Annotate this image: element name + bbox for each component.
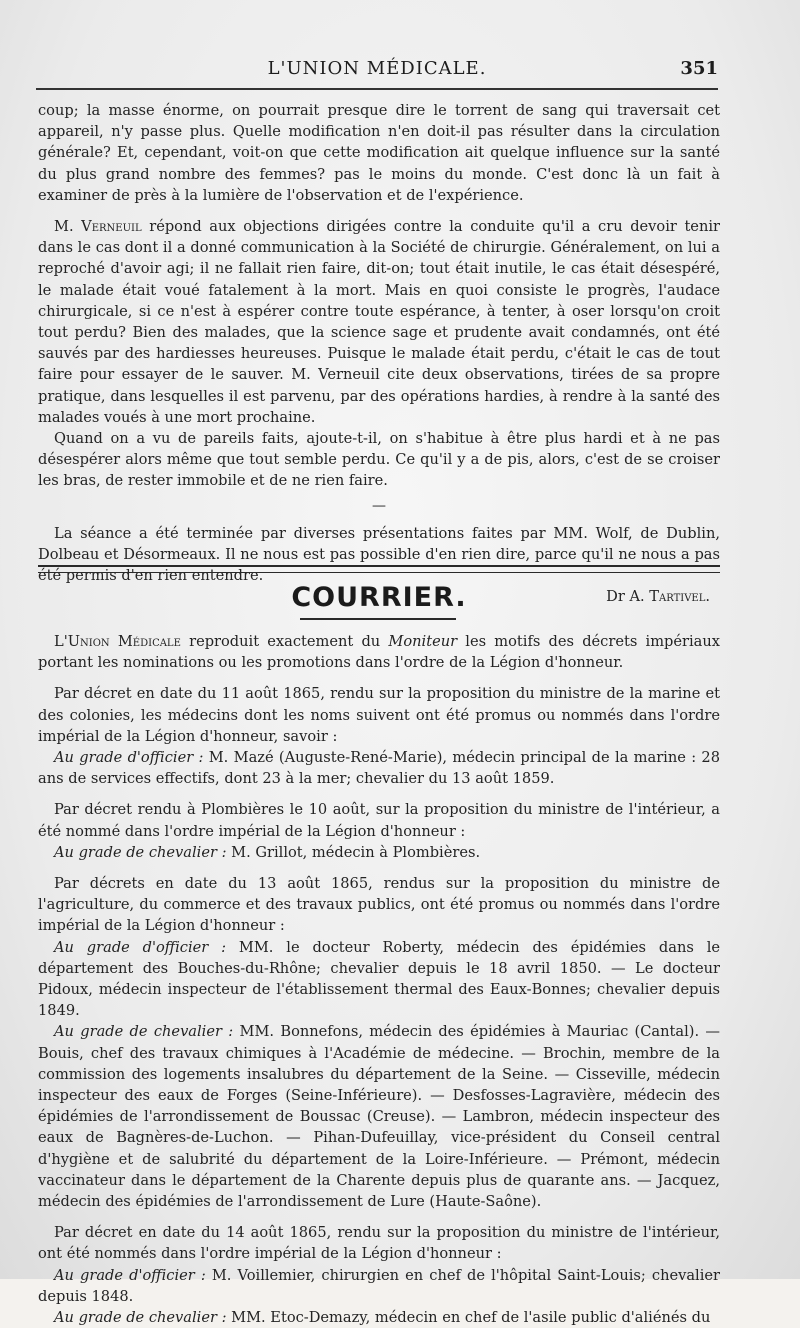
journal-name: L'Union Médicale [54,633,181,650]
paragraph: coup; la masse énorme, on pourrait presque dire le torrent de sang qui traversait cet appareil, n'y passe plus. Quelle modification n'en doit-il pas résulter dans la circulation générale? Et, cependant, voit-on que cette modification ait quelque influence sur la santé du plus grand nombre des femmes? pas le moins du monde. C'est donc là un fait à examiner de près à la lumière de l'observation et de l'expérience. [38,102,720,204]
section-dash: — [372,497,386,514]
society-report-section [38,100,720,608]
paragraph: Au grade de chevalier : M. Grillot, médecin à Plombières. [54,843,481,861]
speaker-name: M. Verneuil [54,218,142,236]
courrier-section [38,631,720,1328]
paragraph: Quand on a vu de pareils faits, ajoute-t-il, on s'habitue à être plus hardi et à ne pas désespérer alors même que tout semble perdu. Ce qu'il y a de pis, alors, c'est de se croiser les bras, de rester immobile et de ne rien faire. [38,430,720,490]
page-number: 351 [680,58,718,79]
paragraph [38,216,720,428]
paragraph: Au grade de chevalier : MM. Etoc-Demazy, médecin en chef de l'asile public d'aliénés du [54,1309,711,1327]
paragraph: Par décrets en date du 13 août 1865, rendus sur la proposition du ministre de l'agriculture, du commerce et des travaux publics, ont été promus ou nommés dans l'ordre impérial de la Légion d'honneur : [38,875,720,935]
grade-label: Au grade d'officier : [54,1266,206,1284]
paragraph-text: répond aux objections dirigées contre la conduite qu'il a cru devoir tenir dans le cas dont il a donné communication à la Société de chirurgie. Généralement, on lui a reproché d'avoir agi; il ne fallait rien faire, dit-on; tout était inutile, le cas était désespéré, le malade était voué fatalement à la mort. Mais en quoi consiste le progrès, l'audace chirurgicale, si ce n'est à espérer contre toute espérance, à tenter, à oser lorsqu'on croit tout perdu? Bien des malades, que la science sage et prudente avait condamnés, ont été sauvés par des hardiesses heureuses. Puisque le malade était perdu, c'était le cas de tout faire pour essayer de le sauver. M. Verneuil cite deux observations, tirées de sa propre pratique, dans lesquelles il est parvenu, par des opérations hardies, à rendre à la santé des malades voués à une mort prochaine. [38,218,720,426]
paragraph: La séance a été terminée par diverses présentations faites par MM. Wolf, de Dublin, Dolbeau et Désormeaux. Il ne nous est pas possible d'en rien dire, parce qu'il ne nous a pas été permis d'en rien entendre. [38,524,720,585]
running-head [36,58,718,84]
paragraph: Au grade d'officier : M. Voillemier, chirurgien en chef de l'hôpital Saint-Louis; chevalier depuis 1848. [38,1266,721,1305]
paragraph: Par décret en date du 14 août 1865, rendu sur la proposition du ministre de l'intérieur, ont été nommés dans l'ordre impérial de la Légion d'honneur : [38,1224,720,1263]
section-heading: COURRIER. [291,582,467,613]
section-divider [38,565,720,573]
paragraph: Au grade d'officier : M. Mazé (Auguste-René-Marie), médecin principal de la marine : 28 ans de services effectifs, dont 23 à la mer; chevalier du 13 août 1859. [38,749,720,788]
paragraph: Par décret rendu à Plombières le 10 août, sur la proposition du ministre de l'intérieur, a été nommé dans l'ordre impérial de la Légion d'honneur : [38,801,720,840]
grade-label: Au grade d'officier : [54,749,204,767]
header-rule [36,88,718,90]
grade-label: Au grade de chevalier : [54,843,227,861]
moniteur-name: Moniteur [388,633,458,650]
heading-underline [300,618,456,620]
grade-label: Au grade de chevalier : [54,1309,227,1327]
signature-name: Tartivel. [649,588,710,606]
signature-prefix: Dr A. [606,588,650,606]
running-title: L'UNION MÉDICALE. [267,58,487,79]
paragraph: Par décret en date du 11 août 1865, rendu sur la proposition du ministre de la marine et des colonies, les médecins dont les noms suivent ont été promus ou nommés dans l'ordre impérial de la Légion d'honneur, savoir : [38,685,720,745]
paragraph: Au grade de chevalier : MM. Bonnefons, médecin des épidémies à Mauriac (Cantal). — Bouis, chef des travaux chimiques à l'Académie de médecine. — Brochin, membre de la commission des logements insalubres du département de la Seine. — Cisseville, médecin inspecteur des eaux de Forges (Seine-Inférieure). — Desfosses-Lagravière, médecin des épidémies de l'arrondissement de Boussac (Creuse). — Lambron, médecin inspecteur des eaux de Bagnères-de-Luchon. — Pihan-Dufeuillay, vice-président du Conseil central d'hygiène et de salubrité du département de la Loire-Inférieure. — Prémont, médecin vaccinateur dans le département de la Charente depuis plus de quarante ans. — Jacquez, médecin des épidémies de l'arrondissement de Lure (Haute-Saône). [38,1023,720,1211]
paragraph: Au grade d'officier : MM. le docteur Roberty, médecin des épidémies dans le département des Bouches-du-Rhône; chevalier depuis le 18 avril 1850. — Le docteur Pidoux, médecin inspecteur de l'établissement thermal des Eaux-Bonnes; chevalier depuis 1849. [38,938,720,1020]
grade-label: Au grade d'officier : [54,938,227,956]
paragraph: L'Union Médicale reproduit exactement du Moniteur les motifs des décrets impériaux portant les nominations ou les promotions dans l'ordre de la Légion d'honneur. [38,633,720,672]
grade-label: Au grade de chevalier : [54,1023,234,1041]
